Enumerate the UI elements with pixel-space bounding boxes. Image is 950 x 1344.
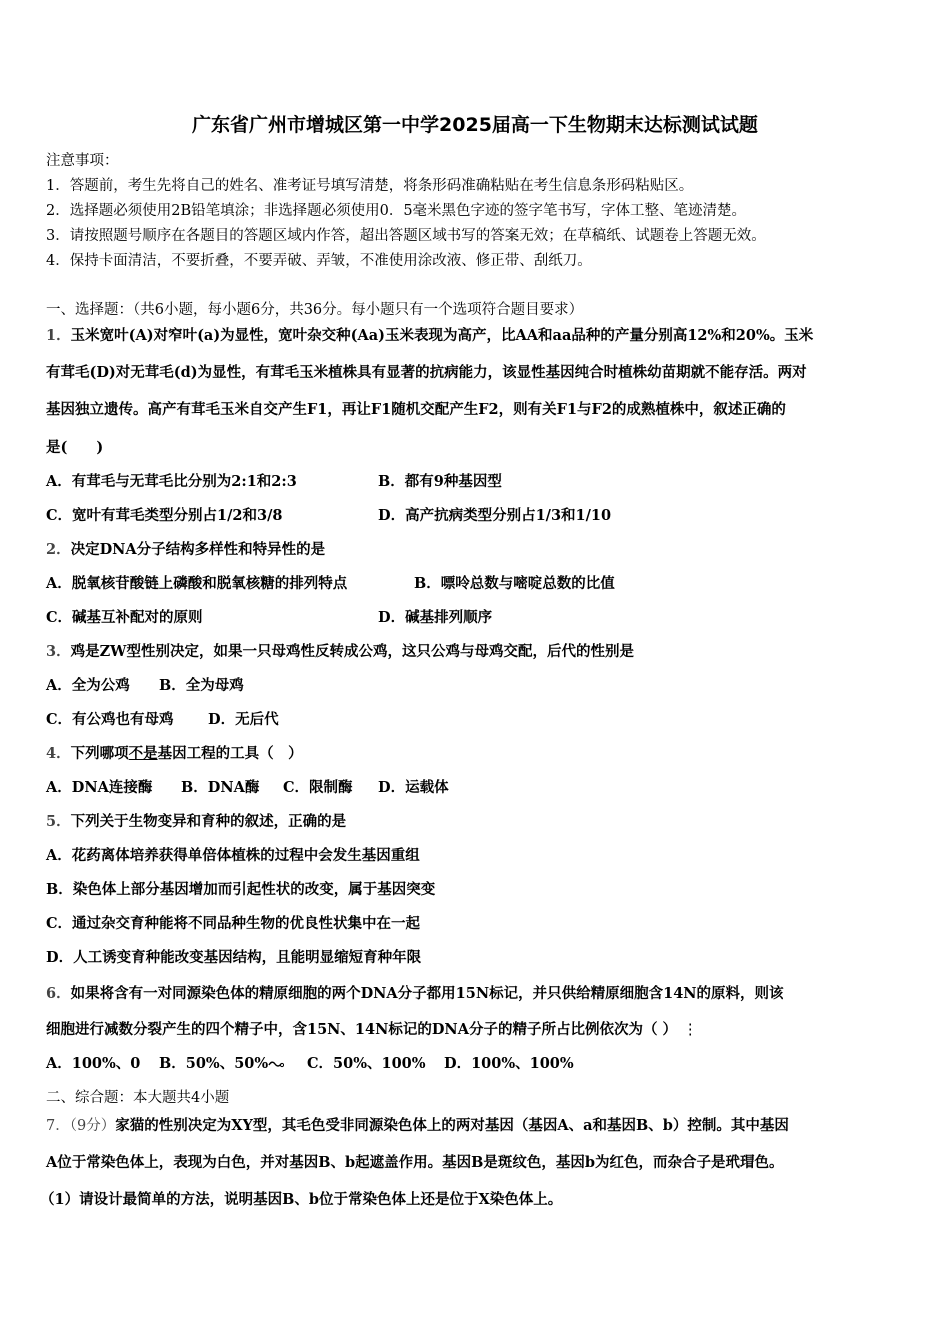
q6-option-a: A．100%、0: [46, 1055, 141, 1072]
q6-line1: 6．如果将含有一对同源染色体的精原细胞的两个DNA分子都用15N标记，并只供给精原细胞含14N的原料，则该: [46, 985, 784, 1002]
q1-line3: 基因独立遗传。高产有茸毛玉米自交产生F1，再让F1随机交配产生F2，则有关F1与F2的成熟植株中，叙述正确的: [46, 401, 786, 418]
exam-title: 广东省广州市增城区第一中学2025届高一下生物期末达标测试试题: [192, 114, 758, 136]
q2-option-c: C．碱基互补配对的原则: [46, 609, 203, 626]
q5-stem: 5．下列关于生物变异和育种的叙述，正确的是: [46, 813, 347, 830]
notice-item-2: 2．选择题必须使用2B铅笔填涂；非选择题必须使用0．5毫米黑色字迹的签字笔书写，字体工整、笔迹清楚。: [46, 203, 747, 219]
q3-option-c: C．有公鸡也有母鸡: [46, 711, 174, 728]
q3-stem: 3．鸡是ZW型性别决定，如果一只母鸡性反转成公鸡，这只公鸡与母鸡交配，后代的性别是: [46, 643, 634, 660]
q3-number: 3．: [46, 643, 71, 660]
q6-line2-tail: ⋮: [683, 1022, 698, 1038]
q7-line2: A位于常染色体上，表现为白色，并对基因B、b起遮盖作用。基因B是斑纹色，基因b为红色，而杂合子是玳瑁色。: [46, 1154, 784, 1171]
q1-line1: 1．玉米宽叶(A)对窄叶(a)为显性，宽叶杂交种(Aa)玉米表现为高产，比AA和aa品种的产量分别高12%和20%。玉米: [46, 327, 814, 344]
q5-option-d: D．人工诱变育种能改变基因结构，且能明显缩短育种年限: [46, 949, 422, 966]
notice-item-3: 3．请按照题号顺序在各题目的答题区域内作答，超出答题区域书写的答案无效；在草稿纸、试题卷上答题无效。: [46, 228, 766, 244]
q2-stem: 2．决定DNA分子结构多样性和特异性的是: [46, 541, 326, 558]
notice-item-4: 4．保持卡面清洁，不要折叠，不要弄破、弄皱，不准使用涂改液、修正带、刮纸刀。: [46, 253, 592, 269]
scribble-mark-icon: [268, 1059, 284, 1069]
q4-option-c: C．限制酶: [283, 779, 353, 796]
q1-option-d: D．高产抗病类型分别占1/3和1/10: [378, 507, 612, 524]
q6-line2: 细胞进行减数分裂产生的四个精子中，含15N、14N标记的DNA分子的精子所占比例依次为（ ） ⋮: [46, 1021, 698, 1038]
q7-subquestion-1: （1）请设计最简单的方法，说明基因B、b位于常染色体上还是位于X染色体上。: [40, 1191, 563, 1208]
q2-option-d: D．碱基排列顺序: [378, 609, 493, 626]
q5-option-b: B．染色体上部分基因增加而引起性状的改变，属于基因突变: [46, 881, 436, 898]
q7-number: 7．: [46, 1118, 70, 1134]
q5-option-c: C．通过杂交育种能将不同品种生物的优良性状集中在一起: [46, 915, 421, 932]
q5-option-a: A．花药离体培养获得单倍体植株的过程中会发生基因重组: [46, 847, 420, 864]
q1-number: 1．: [46, 327, 71, 344]
q4-emphasis: 不是: [128, 745, 158, 762]
q7-line1: 7．（9分）家猫的性别决定为XY型，其毛色受非同源染色体上的两对基因（基因A、a和基因B、b）控制。其中基因: [46, 1117, 789, 1134]
q1-option-a: A．有茸毛与无茸毛比分别为2:1和2:3: [46, 473, 297, 490]
q5-number: 5．: [46, 813, 71, 830]
q4-number: 4．: [46, 745, 71, 762]
q1-line2: 有茸毛(D)对无茸毛(d)为显性，有茸毛玉米植株具有显著的抗病能力，该显性基因纯合时植株幼苗期就不能存活。两对: [46, 364, 807, 381]
q1-line4: 是( ): [46, 439, 104, 456]
q3-option-d: D．无后代: [208, 711, 279, 728]
q1-option-b: B．都有9种基因型: [378, 473, 502, 490]
q4-option-b: B．DNA酶: [181, 779, 260, 796]
q6-option-d: D．100%、100%: [444, 1055, 574, 1072]
q3-option-a: A．全为公鸡: [46, 677, 130, 694]
q6-option-b: B．50%、50%: [159, 1054, 284, 1074]
section2-heading: 二、综合题：本大题共4小题: [46, 1090, 230, 1106]
q1-option-c: C．宽叶有茸毛类型分别占1/2和3/8: [46, 507, 283, 524]
q2-option-a: A．脱氧核苷酸链上磷酸和脱氧核糖的排列特点: [46, 575, 348, 592]
q6-option-c: C．50%、100%: [307, 1055, 426, 1072]
q4-option-d: D．运载体: [378, 779, 449, 796]
q4-stem: 4．下列哪项不是基因工程的工具（ ）: [46, 745, 303, 762]
q6-number: 6．: [46, 985, 71, 1002]
q2-number: 2．: [46, 541, 71, 558]
notice-item-1: 1．答题前，考生先将自己的姓名、准考证号填写清楚，将条形码准确粘贴在考生信息条形码粘贴区。: [46, 178, 694, 194]
section1-heading: 一、选择题：（共6小题，每小题6分，共36分。每小题只有一个选项符合题目要求）: [46, 302, 584, 318]
q7-score: （9分）: [69, 1118, 116, 1134]
q3-option-b: B．全为母鸡: [159, 677, 244, 694]
q2-option-b: B．嘌呤总数与嘧啶总数的比值: [414, 575, 615, 592]
q4-option-a: A．DNA连接酶: [46, 779, 153, 796]
notice-heading: 注意事项：: [46, 153, 119, 169]
